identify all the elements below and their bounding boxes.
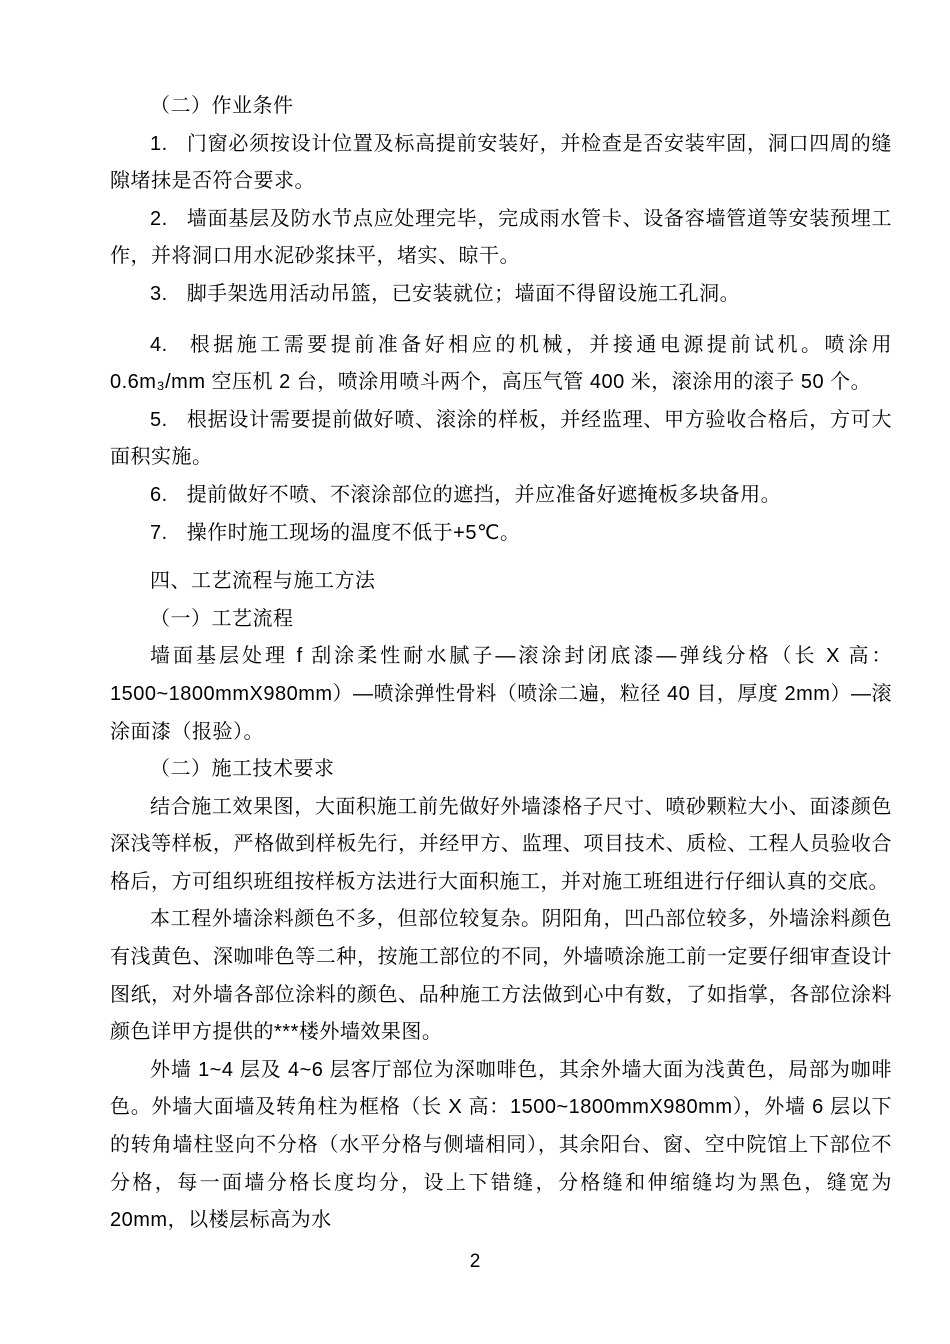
paragraph-text: （二）作业条件: [150, 95, 294, 117]
item-number: 3.: [150, 282, 168, 305]
body-paragraph: [110, 901, 892, 1051]
paragraph-text: 墙面基层处理 f 刮涂柔性耐水腻子—滚涂封闭底漆—弹线分格（长 X 高：1500~1800mmX980mm）—喷涂弹性骨料（喷涂二遍，粒径 40 目，厚度 2mm）—滚涂面漆（报验）。: [110, 645, 892, 743]
item-number: 1.: [150, 132, 168, 155]
section-heading: [110, 563, 892, 601]
numbered-item: [110, 276, 892, 314]
numbered-item: [110, 327, 892, 402]
paragraph-text: （一）工艺流程: [150, 607, 294, 630]
paragraph-text: 根据施工需要提前准备好相应的机械，并接通电源提前试机。喷涂用 0.6m₃/mm 空压机 2 台，喷涂用喷斗两个，高压气管 400 米，滚涂用的滚子 50 个。: [110, 333, 892, 394]
body-paragraph: [110, 1052, 892, 1240]
section-heading: [110, 88, 892, 126]
paragraph-text: 根据设计需要提前做好喷、滚涂的样板，并经监理、甲方验收合格后，方可大面积实施。: [110, 408, 892, 469]
numbered-item: [110, 126, 892, 201]
body-paragraph: [110, 789, 892, 902]
item-number: 7.: [150, 521, 168, 544]
paragraph-text: 本工程外墙涂料颜色不多，但部位较复杂。阴阳角，凹凸部位较多，外墙涂料颜色有浅黄色、深咖啡色等二种，按施工部位的不同，外墙喷涂施工前一定要仔细审查设计图纸，对外墙各部位涂料的颜色、品种施工方法做到心中有数，了如指掌，各部位涂料颜色详甲方提供的***楼外墙效果图。: [110, 908, 892, 1044]
paragraph-text: 提前做好不喷、不滚涂部位的遮挡，并应准备好遮掩板多块备用。: [186, 483, 782, 506]
paragraph-text: 外墙 1~4 层及 4~6 层客厅部位为深咖啡色，其余外墙大面为浅黄色，局部为咖啡色。外墙大面墙及转角柱为框格（长 X 高：1500~1800mmX980mm），外墙 6 层以下的转角墙柱竖向不分格（水平分格与侧墙相同），其余阳台、窗、空中院馆上下部位不分格，每一面墙分格长度均分，设上下错缝，分格缝和伸缩缝均为黑色，缝宽为 20mm，以楼层标高为水: [110, 1058, 892, 1232]
item-number: 4.: [150, 333, 168, 356]
item-number: 5.: [150, 408, 168, 431]
item-number: 2.: [150, 207, 168, 230]
numbered-item: [110, 477, 892, 515]
item-number: 6.: [150, 483, 168, 506]
paragraph-text: 操作时施工现场的温度不低于+5℃。: [186, 521, 521, 544]
paragraph-text: 墙面基层及防水节点应处理完毕，完成雨水管卡、设备容墙管道等安装预埋工作，并将洞口用水泥砂浆抹平，堵实、晾干。: [110, 207, 892, 268]
paragraph-text: 门窗必须按设计位置及标高提前安装好，并检查是否安装牢固，洞口四周的缝隙堵抹是否符合要求。: [110, 132, 892, 193]
paragraph-text: （二）施工技术要求: [150, 758, 335, 781]
paragraph-text: 结合施工效果图，大面积施工前先做好外墙漆格子尺寸、喷砂颗粒大小、面漆颜色深浅等样板，严格做到样板先行，并经甲方、监理、项目技术、质检、工程人员验收合格后，方可组织班组按样板方法进行大面积施工，并对施工班组进行仔细认真的交底。: [110, 795, 892, 893]
section-heading: [110, 751, 892, 789]
paragraph-text: 脚手架选用活动吊篮，已安装就位；墙面不得留设施工孔洞。: [186, 282, 741, 305]
section-heading: [110, 601, 892, 639]
numbered-item: [110, 402, 892, 477]
paragraph-text: 四、工艺流程与施工方法: [150, 570, 376, 593]
numbered-item: [110, 201, 892, 276]
page-number: 2: [469, 1251, 481, 1272]
document-content: [110, 88, 892, 1240]
numbered-item: [110, 515, 892, 553]
body-paragraph: [110, 638, 892, 751]
